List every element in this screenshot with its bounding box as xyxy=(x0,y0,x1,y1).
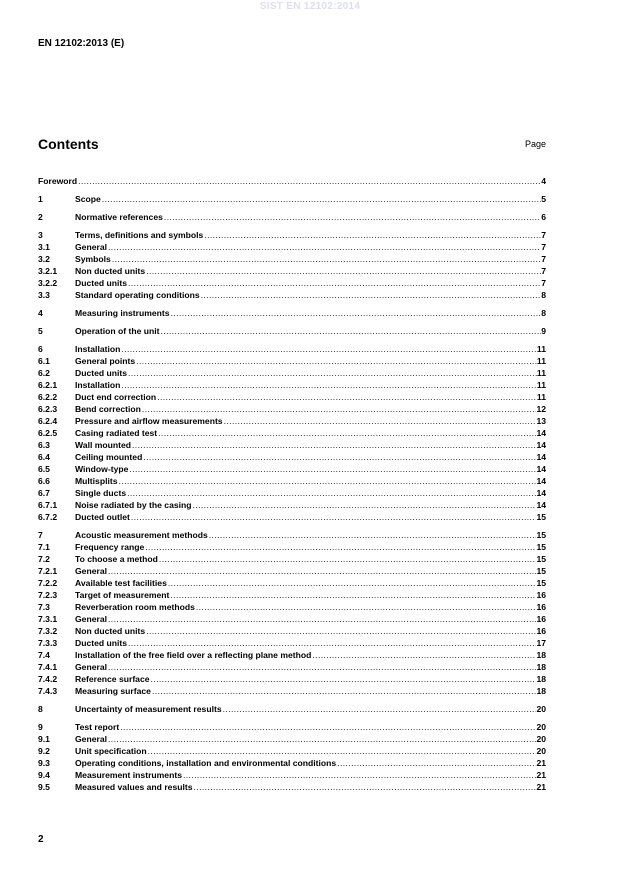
toc-entry-title: Ducted units xyxy=(75,638,128,648)
toc-entry-number: 6.7.2 xyxy=(38,512,58,522)
toc-entry-number: 6.4 xyxy=(38,452,50,462)
toc-entry-title: General xyxy=(75,614,108,624)
toc-dot-leader xyxy=(131,439,536,451)
toc-entry-title: Measuring surface xyxy=(75,686,151,696)
toc-dot-leader xyxy=(203,229,541,241)
toc-entry[interactable] xyxy=(38,367,546,379)
toc-entry[interactable] xyxy=(38,403,546,415)
toc-entry[interactable] xyxy=(38,463,546,475)
toc-entry-page: 13 xyxy=(536,416,546,426)
toc-entry-page: 18 xyxy=(536,650,546,660)
toc-dot-leader xyxy=(127,367,537,379)
toc-dot-leader xyxy=(111,253,541,265)
toc-entry-number: 7.3.2 xyxy=(38,626,58,636)
toc-entry[interactable] xyxy=(38,487,546,499)
toc-entry-title: Test report xyxy=(75,722,120,732)
toc-entry[interactable] xyxy=(38,379,546,391)
toc-entry[interactable] xyxy=(38,757,546,769)
toc-entry-number: 9.4 xyxy=(38,770,50,780)
toc-entry[interactable] xyxy=(38,745,546,757)
toc-entry-page: 14 xyxy=(536,500,546,510)
toc-entry-title: Normative references xyxy=(75,212,163,222)
toc-entry[interactable] xyxy=(38,193,546,205)
toc-entry-page: 7 xyxy=(541,254,546,264)
toc-dot-leader xyxy=(120,343,537,355)
toc-entry-title: Non ducted units xyxy=(75,626,146,636)
toc-entry-number: 3.2.1 xyxy=(38,266,58,276)
page-number: 2 xyxy=(38,834,44,845)
toc-entry-page: 17 xyxy=(536,638,546,648)
toc-entry[interactable] xyxy=(38,577,546,589)
toc-entry-title: General xyxy=(75,566,108,576)
toc-entry-title: Acoustic measurement methods xyxy=(75,530,208,540)
toc-entry[interactable] xyxy=(38,553,546,565)
toc-entry-title: Casing radiated test xyxy=(75,428,158,438)
toc-dot-leader xyxy=(130,511,537,523)
toc-entry-title: Target of measurement xyxy=(75,590,170,600)
toc-entry-page: 15 xyxy=(536,512,546,522)
toc-entry-title: Measuring instruments xyxy=(75,308,170,318)
toc-entry-page: 18 xyxy=(536,662,546,672)
toc-entry-page: 12 xyxy=(536,404,546,414)
toc-entry[interactable] xyxy=(38,685,546,697)
toc-entry-page: 11 xyxy=(536,392,546,402)
toc-dot-leader xyxy=(223,415,537,427)
toc-entry[interactable] xyxy=(38,265,546,277)
toc-entry-page: 14 xyxy=(536,440,546,450)
toc-entry-number: 7.2.3 xyxy=(38,590,58,600)
toc-entry-number: 8 xyxy=(38,704,43,714)
toc-entry-number: 7.3 xyxy=(38,602,50,612)
toc-entry-number: 7.2.1 xyxy=(38,566,58,576)
toc-entry-page: 7 xyxy=(541,242,546,252)
toc-dot-leader xyxy=(222,703,537,715)
toc-entry-number: 2 xyxy=(38,212,43,222)
toc-entry[interactable] xyxy=(38,511,546,523)
toc-entry-page: 20 xyxy=(536,722,546,732)
toc-entry-number: 6.2.5 xyxy=(38,428,58,438)
toc-entry-number: 6 xyxy=(38,344,43,354)
toc-dot-leader xyxy=(141,403,537,415)
toc-entry-number: 7.4.2 xyxy=(38,674,58,684)
toc-entry[interactable] xyxy=(38,601,546,613)
toc-entry-page: 14 xyxy=(536,452,546,462)
toc-entry-page: 21 xyxy=(536,782,546,792)
toc-entry[interactable] xyxy=(38,661,546,673)
toc-entry-page: 7 xyxy=(541,278,546,288)
toc-entry-title: Ducted outlet xyxy=(75,512,130,522)
toc-entry-title: Reference surface xyxy=(75,674,150,684)
toc-entry-number: 7.3.3 xyxy=(38,638,58,648)
toc-entry-number: 7.3.1 xyxy=(38,614,58,624)
toc-entry-number: 4 xyxy=(38,308,43,318)
toc-entry-number: 6.2.4 xyxy=(38,416,58,426)
toc-entry-page: 9 xyxy=(541,326,546,336)
toc-entry[interactable] xyxy=(38,427,546,439)
toc-entry-page: 11 xyxy=(536,344,546,354)
toc-entry-title: Pressure and airflow measurements xyxy=(75,416,223,426)
toc-dot-leader xyxy=(163,211,541,223)
toc-entry-number: 7.4.3 xyxy=(38,686,58,696)
toc-entry-page: 21 xyxy=(536,770,546,780)
toc-entry[interactable] xyxy=(38,391,546,403)
toc-entry-title: Symbols xyxy=(75,254,111,264)
toc-entry-page: 16 xyxy=(536,614,546,624)
toc-entry-page: 5 xyxy=(541,194,546,204)
toc-entry-title: Ceiling mounted xyxy=(75,452,143,462)
toc-entry-page: 21 xyxy=(536,758,546,768)
toc-entry-title: Installation xyxy=(75,380,121,390)
toc-entry-number: 7.2 xyxy=(38,554,50,564)
toc-entry-title: Standard operating conditions xyxy=(75,290,200,300)
toc-entry[interactable] xyxy=(38,451,546,463)
toc-entry-page: 14 xyxy=(536,476,546,486)
toc-dot-leader xyxy=(170,307,542,319)
toc-entry-page: 14 xyxy=(536,428,546,438)
toc-entry[interactable] xyxy=(38,781,546,793)
toc-entry-number: 3.2 xyxy=(38,254,50,264)
toc-entry-number: 7.4.1 xyxy=(38,662,58,672)
toc-dot-leader xyxy=(145,265,541,277)
toc-dot-leader xyxy=(208,529,537,541)
toc-entry-number: 6.2 xyxy=(38,368,50,378)
toc-entry-page: 16 xyxy=(536,590,546,600)
toc-entry-title: General xyxy=(75,662,108,672)
toc-entry-title: Measurement instruments xyxy=(75,770,182,780)
toc-entry-title: Unit specification xyxy=(75,746,147,756)
toc-dot-leader xyxy=(157,427,536,439)
toc-entry-number: 7.2.2 xyxy=(38,578,58,588)
toc-entry[interactable] xyxy=(38,565,546,577)
toc-entry-title: Duct end correction xyxy=(75,392,157,402)
toc-entry-number: 3.3 xyxy=(38,290,50,300)
toc-entry-number: 6.2.2 xyxy=(38,392,58,402)
toc-entry[interactable] xyxy=(38,439,546,451)
toc-entry-number: 6.7.1 xyxy=(38,500,58,510)
toc-entry-title: Installation xyxy=(75,344,121,354)
toc-entry[interactable] xyxy=(38,769,546,781)
toc-dot-leader xyxy=(107,661,536,673)
toc-entry-title: Noise radiated by the casing xyxy=(75,500,192,510)
toc-entry-page: 14 xyxy=(536,464,546,474)
toc-entry-page: 11 xyxy=(536,368,546,378)
toc-entry-number: 9.2 xyxy=(38,746,50,756)
toc-entry-title: Scope xyxy=(75,194,101,204)
toc-dot-leader xyxy=(107,733,536,745)
toc-entry-number: 6.6 xyxy=(38,476,50,486)
toc-entry-number: 3 xyxy=(38,230,43,240)
toc-entry-number: 9.1 xyxy=(38,734,50,744)
toc-entry[interactable] xyxy=(38,415,546,427)
toc-entry-page: 20 xyxy=(536,734,546,744)
toc-entry[interactable] xyxy=(38,355,546,367)
toc-dot-leader xyxy=(195,601,537,613)
toc-entry-number: 3.1 xyxy=(38,242,50,252)
toc-dot-leader xyxy=(158,553,537,565)
toc-entry-page: 15 xyxy=(536,530,546,540)
toc-dot-leader xyxy=(160,325,542,337)
toc-entry-page: 11 xyxy=(536,356,546,366)
toc-entry[interactable] xyxy=(38,289,546,301)
toc-entry[interactable] xyxy=(38,673,546,685)
toc-entry-number: 3.2.2 xyxy=(38,278,58,288)
toc-dot-leader xyxy=(135,355,537,367)
toc-entry[interactable] xyxy=(38,475,546,487)
toc-entry-number: 6.1 xyxy=(38,356,50,366)
toc-dot-leader xyxy=(147,745,537,757)
toc-entry[interactable] xyxy=(38,175,546,187)
toc-entry-page: 4 xyxy=(541,176,546,186)
toc-entry-title: Window-type xyxy=(75,464,129,474)
toc-entry-title: Measured values and results xyxy=(75,782,193,792)
toc-entry[interactable] xyxy=(38,613,546,625)
toc-entry[interactable] xyxy=(38,343,546,355)
toc-entry-page: 18 xyxy=(536,674,546,684)
toc-entry-title: Ducted units xyxy=(75,368,128,378)
toc-entry-number: 6.7 xyxy=(38,488,50,498)
toc-entry-page: 15 xyxy=(536,566,546,576)
table-of-contents xyxy=(38,175,546,793)
toc-dot-leader xyxy=(127,277,541,289)
toc-entry-title: General xyxy=(75,734,108,744)
toc-dot-leader xyxy=(336,757,536,769)
toc-entry[interactable] xyxy=(38,649,546,661)
toc-entry-number: 6.3 xyxy=(38,440,50,450)
toc-dot-leader xyxy=(193,781,537,793)
toc-dot-leader xyxy=(119,721,536,733)
toc-entry-number: 6.2.3 xyxy=(38,404,58,414)
toc-entry-number: 1 xyxy=(38,194,43,204)
toc-dot-leader xyxy=(77,175,541,187)
watermark: SIST EN 12102:2014 xyxy=(259,1,361,12)
toc-dot-leader xyxy=(107,613,536,625)
toc-dot-leader xyxy=(120,379,537,391)
toc-entry-title: Multisplits xyxy=(75,476,118,486)
toc-entry-page: 7 xyxy=(541,266,546,276)
toc-dot-leader xyxy=(107,565,536,577)
toc-entry-number: 7 xyxy=(38,530,43,540)
toc-entry-title: Installation of the free field over a reflecting plane method xyxy=(75,650,312,660)
toc-dot-leader xyxy=(167,577,537,589)
toc-entry[interactable] xyxy=(38,529,546,541)
toc-entry-page: 15 xyxy=(536,542,546,552)
toc-entry-page: 18 xyxy=(536,686,546,696)
toc-entry[interactable] xyxy=(38,589,546,601)
toc-entry-number: 5 xyxy=(38,326,43,336)
toc-entry-title: Bend correction xyxy=(75,404,141,414)
toc-dot-leader xyxy=(200,289,542,301)
toc-dot-leader xyxy=(192,499,537,511)
toc-dot-leader xyxy=(150,673,537,685)
toc-dot-leader xyxy=(128,463,536,475)
toc-entry-title: Uncertainty of measurement results xyxy=(75,704,222,714)
toc-entry[interactable] xyxy=(38,625,546,637)
toc-entry-number: 9.5 xyxy=(38,782,50,792)
toc-dot-leader xyxy=(311,649,536,661)
toc-entry-title: Foreword xyxy=(38,176,78,186)
toc-dot-leader xyxy=(107,241,541,253)
toc-entry-title: Ducted units xyxy=(75,278,128,288)
toc-entry[interactable] xyxy=(38,229,546,241)
toc-entry-page: 15 xyxy=(536,554,546,564)
toc-entry[interactable] xyxy=(38,325,546,337)
toc-entry[interactable] xyxy=(38,253,546,265)
toc-entry-page: 11 xyxy=(536,380,546,390)
toc-entry-number: 9.3 xyxy=(38,758,50,768)
toc-entry-page: 8 xyxy=(541,308,546,318)
toc-dot-leader xyxy=(127,637,536,649)
toc-entry-title: Wall mounted xyxy=(75,440,132,450)
toc-entry-title: To choose a method xyxy=(75,554,158,564)
toc-dot-leader xyxy=(145,625,536,637)
toc-dot-leader xyxy=(169,589,536,601)
toc-entry-page: 20 xyxy=(536,704,546,714)
toc-entry-page: 7 xyxy=(541,230,546,240)
toc-entry-title: General points xyxy=(75,356,136,366)
toc-entry[interactable] xyxy=(38,241,546,253)
toc-entry[interactable] xyxy=(38,277,546,289)
toc-entry-number: 9 xyxy=(38,722,43,732)
toc-entry[interactable] xyxy=(38,703,546,715)
toc-dot-leader xyxy=(142,451,536,463)
toc-dot-leader xyxy=(156,391,537,403)
toc-entry-number: 6.2.1 xyxy=(38,380,58,390)
document-id: EN 12102:2013 (E) xyxy=(38,38,125,49)
toc-entry-page: 16 xyxy=(536,602,546,612)
toc-dot-leader xyxy=(144,541,536,553)
toc-entry-title: General xyxy=(75,242,108,252)
toc-entry-page: 20 xyxy=(536,746,546,756)
toc-entry-number: 7.1 xyxy=(38,542,50,552)
toc-dot-leader xyxy=(182,769,536,781)
toc-entry-page: 15 xyxy=(536,578,546,588)
toc-entry-title: Operation of the unit xyxy=(75,326,160,336)
toc-entry[interactable] xyxy=(38,499,546,511)
toc-entry[interactable] xyxy=(38,211,546,223)
toc-entry-page: 8 xyxy=(541,290,546,300)
toc-dot-leader xyxy=(101,193,541,205)
toc-dot-leader xyxy=(118,475,537,487)
toc-entry[interactable] xyxy=(38,541,546,553)
toc-entry-title: Single ducts xyxy=(75,488,127,498)
contents-title: Contents xyxy=(38,136,99,152)
toc-entry[interactable] xyxy=(38,637,546,649)
toc-entry-page: 6 xyxy=(541,212,546,222)
toc-entry-title: Terms, definitions and symbols xyxy=(75,230,204,240)
toc-entry-number: 6.5 xyxy=(38,464,50,474)
toc-entry-title: Available test facilities xyxy=(75,578,167,588)
toc-entry-page: 16 xyxy=(536,626,546,636)
toc-dot-leader xyxy=(126,487,536,499)
toc-entry-page: 14 xyxy=(536,488,546,498)
toc-entry[interactable] xyxy=(38,721,546,733)
toc-entry[interactable] xyxy=(38,733,546,745)
toc-dot-leader xyxy=(151,685,536,697)
toc-entry-title: Operating conditions, installation and environmental conditions xyxy=(75,758,337,768)
toc-entry-title: Reverberation room methods xyxy=(75,602,195,612)
page-column-label: Page xyxy=(524,139,546,149)
toc-entry[interactable] xyxy=(38,307,546,319)
toc-entry-number: 7.4 xyxy=(38,650,50,660)
toc-entry-title: Frequency range xyxy=(75,542,145,552)
toc-entry-title: Non ducted units xyxy=(75,266,146,276)
